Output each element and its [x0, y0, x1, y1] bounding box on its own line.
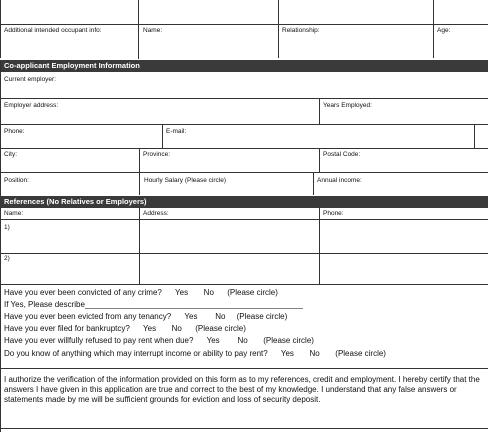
- row-line: [0, 148, 488, 149]
- question-evicted: Have you ever been evicted from any tenancy? Yes No (Please circle): [4, 312, 288, 321]
- divider: [433, 0, 434, 58]
- years-employed-label: Years Employed:: [323, 102, 372, 109]
- postal-code-label: Postal Code:: [323, 151, 361, 158]
- question-bankruptcy: Have you ever filed for bankruptcy? Yes No (Please circle): [4, 324, 246, 333]
- question-interrupt-income: Do you know of anything which may interrupt income or ability to pay rent? Yes No (Please circle): [4, 349, 386, 358]
- divider: [138, 24, 139, 59]
- row-line: [0, 98, 488, 99]
- reference-address-label: Address:: [143, 210, 169, 217]
- occupant-info-label: Additional intended occupant info:: [4, 27, 102, 34]
- question-crime: Have you ever been convicted of any crime? Yes No (Please circle): [4, 288, 278, 297]
- divider: [319, 208, 320, 284]
- employment-section-header: Co-applicant Employment Information: [0, 60, 488, 72]
- reference-row-1: 1): [4, 224, 10, 231]
- row-line: [0, 219, 488, 220]
- question-describe: If Yes, Please describe_________________________________________________: [4, 300, 303, 309]
- divider: [139, 172, 140, 195]
- divider: [139, 148, 140, 172]
- reference-name-label: Name:: [4, 210, 24, 217]
- question-refused-rent: Have you ever willfully refused to pay rent when due? Yes No (Please circle): [4, 336, 314, 345]
- occupant-name-label: Name:: [143, 27, 163, 34]
- row-line: [0, 253, 488, 254]
- reference-row-2: 2): [4, 255, 10, 262]
- row-line: [0, 284, 488, 285]
- border-left: [0, 284, 1, 432]
- employer-address-label: Employer address:: [4, 102, 59, 109]
- city-label: City:: [4, 151, 17, 158]
- divider: [319, 98, 320, 124]
- row-line: [0, 124, 488, 125]
- divider: [474, 124, 475, 148]
- occupant-relationship-label: Relationship:: [282, 27, 320, 34]
- row-line: [0, 368, 488, 369]
- reference-phone-label: Phone:: [323, 210, 344, 217]
- occupant-age-label: Age:: [437, 27, 451, 34]
- annual-income-label: Annual income:: [317, 177, 362, 184]
- border-left: [0, 60, 1, 196]
- divider: [319, 148, 320, 172]
- employer-email-label: E-mail:: [166, 128, 187, 135]
- references-section-header: References (No Relatives or Employers): [0, 196, 488, 208]
- pay-type-label: Hourly Salary (Please circle): [144, 177, 226, 184]
- row-line: [0, 428, 488, 429]
- divider: [138, 0, 139, 24]
- border-left: [0, 0, 1, 58]
- divider: [278, 0, 279, 58]
- province-label: Province:: [143, 151, 171, 158]
- divider: [139, 208, 140, 284]
- divider: [313, 172, 314, 195]
- row-line: [0, 172, 488, 173]
- position-label: Position:: [4, 177, 29, 184]
- authorization-statement: I authorize the verification of the information provided on this form as to my references, credit and employment. I hereby certify that the answers I have given in this application are true and correct to the best of my knowledge. I understand that any false answers or statements made by me will be sufficient grounds for eviction and loss of security deposit.: [4, 375, 480, 404]
- employer-phone-label: Phone:: [4, 128, 25, 135]
- current-employer-label: Current employer:: [4, 76, 57, 83]
- row-line: [0, 24, 488, 25]
- border-left: [0, 208, 1, 284]
- divider: [162, 124, 163, 148]
